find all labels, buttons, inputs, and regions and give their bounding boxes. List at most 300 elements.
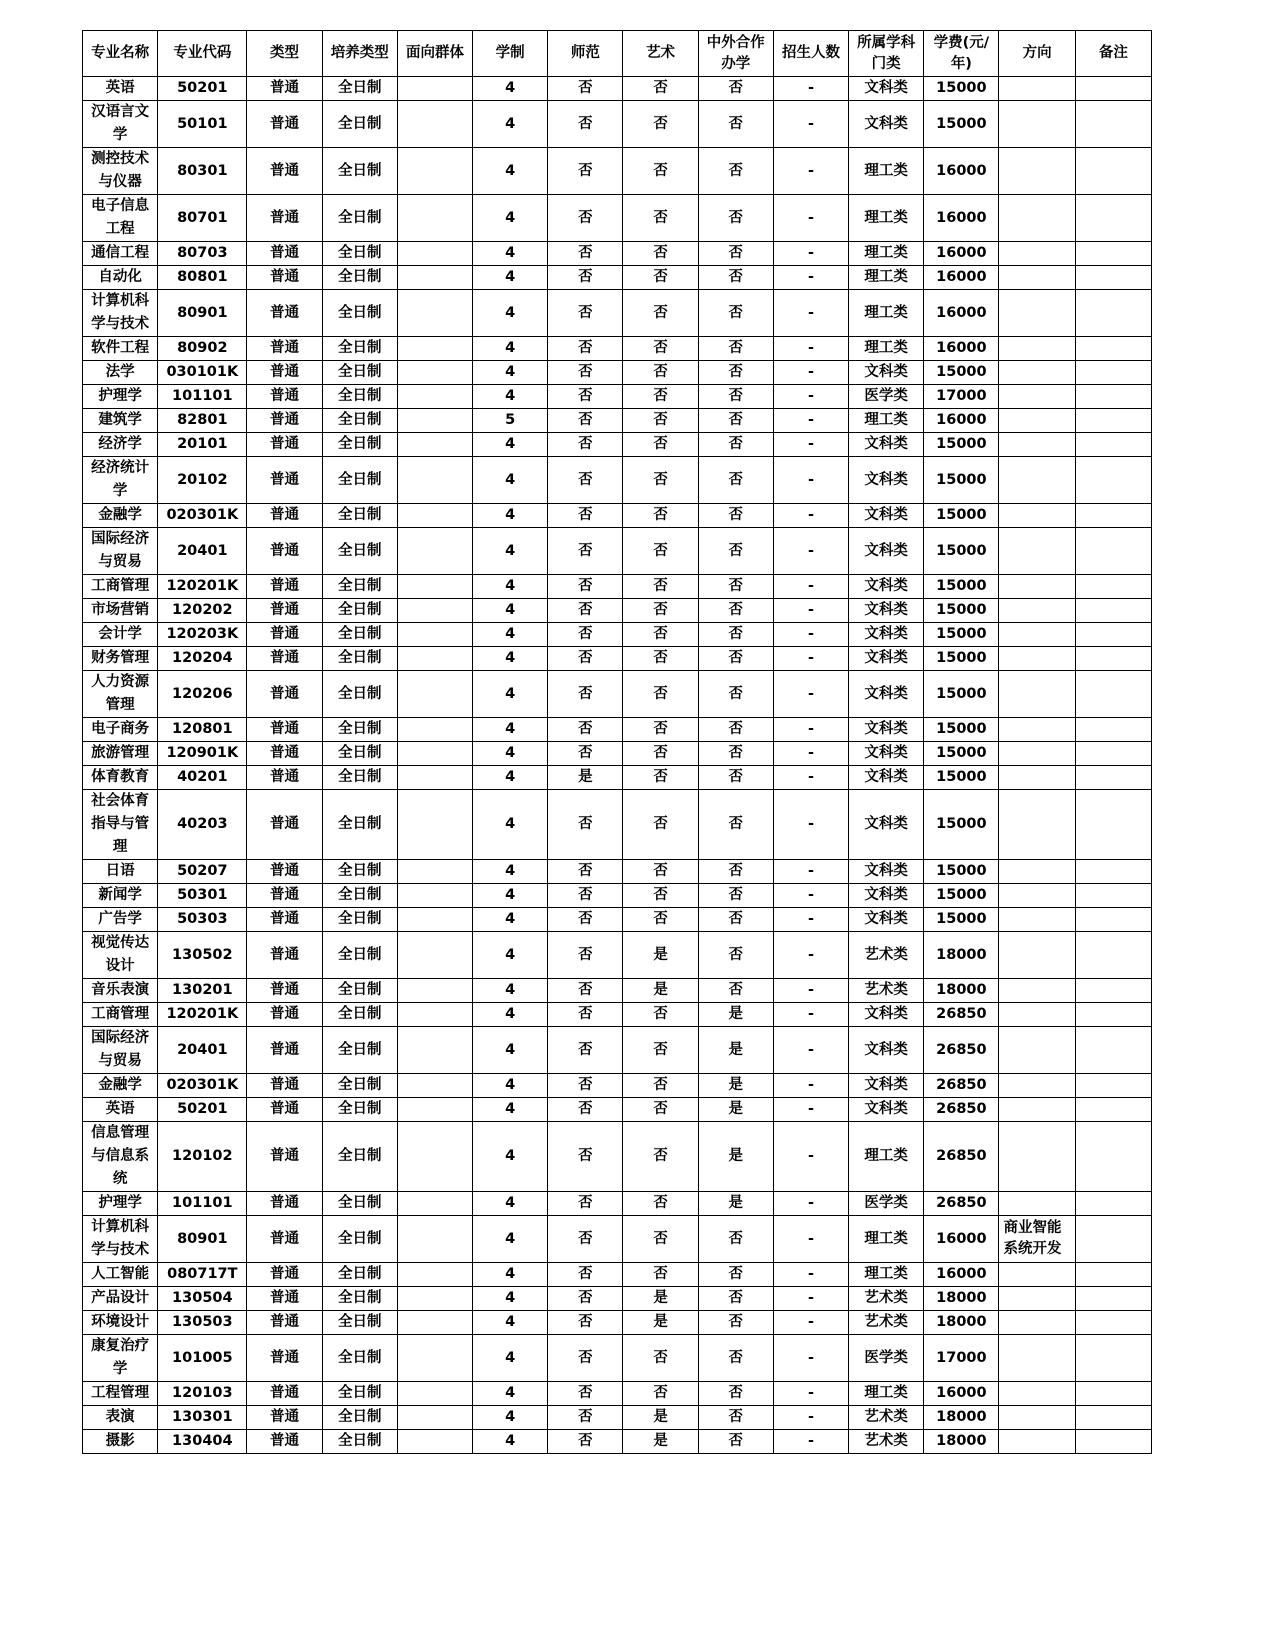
art-cell: 是 [623,932,698,979]
major-name-cell: 通信工程 [83,242,158,266]
duration-cell: 4 [473,860,548,884]
target-group-cell [397,101,472,148]
type-cell: 普通 [247,1287,322,1311]
direction-cell [999,1263,1075,1287]
major-name-cell: 经济统计学 [83,457,158,504]
note-cell [1075,242,1151,266]
note-cell [1075,1192,1151,1216]
major-name-cell: 电子信息工程 [83,195,158,242]
discipline-cell: 理工类 [849,1263,924,1287]
type-cell: 普通 [247,195,322,242]
direction-cell [999,766,1075,790]
tuition-cell: 16000 [924,266,999,290]
col-header-years: 学制 [473,31,548,77]
type-cell: 普通 [247,1430,322,1454]
major-name-cell: 信息管理与信息系统 [83,1122,158,1192]
target-group-cell [397,1074,472,1098]
discipline-cell: 文科类 [849,908,924,932]
target-group-cell [397,195,472,242]
teacher-training-cell: 否 [548,1430,623,1454]
tuition-cell: 15000 [924,718,999,742]
joint-program-cell: 是 [698,1098,773,1122]
note-cell [1075,623,1151,647]
major-code-cell: 120203K [158,623,247,647]
enrollment-cell: - [773,671,848,718]
duration-cell: 4 [473,1122,548,1192]
study-mode-cell: 全日制 [322,409,397,433]
joint-program-cell: 否 [698,148,773,195]
art-cell: 否 [623,1263,698,1287]
duration-cell: 4 [473,1311,548,1335]
col-header-name: 专业名称 [83,31,158,77]
discipline-cell: 文科类 [849,1027,924,1074]
tuition-cell: 15000 [924,884,999,908]
enrollment-cell: - [773,1406,848,1430]
target-group-cell [397,457,472,504]
col-header-teacher: 师范 [548,31,623,77]
direction-cell [999,1382,1075,1406]
art-cell: 否 [623,1027,698,1074]
target-group-cell [397,1287,472,1311]
art-cell: 否 [623,1192,698,1216]
type-cell: 普通 [247,647,322,671]
enrollment-cell: - [773,528,848,575]
art-cell: 是 [623,1311,698,1335]
major-code-cell: 101005 [158,1335,247,1382]
table-row [83,979,1152,1003]
teacher-training-cell: 否 [548,1263,623,1287]
joint-program-cell: 否 [698,718,773,742]
table-row [83,671,1152,718]
duration-cell: 4 [473,1335,548,1382]
type-cell: 普通 [247,1406,322,1430]
target-group-cell [397,1382,472,1406]
major-name-cell: 计算机科学与技术 [83,290,158,337]
type-cell: 普通 [247,1311,322,1335]
note-cell [1075,528,1151,575]
major-name-cell: 工程管理 [83,1382,158,1406]
type-cell: 普通 [247,742,322,766]
direction-cell [999,1192,1075,1216]
note-cell [1075,290,1151,337]
direction-cell [999,599,1075,623]
type-cell: 普通 [247,623,322,647]
major-name-cell: 法学 [83,361,158,385]
note-cell [1075,647,1151,671]
art-cell: 否 [623,433,698,457]
col-header-enroll: 招生人数 [773,31,848,77]
table-row [83,1382,1152,1406]
joint-program-cell: 否 [698,932,773,979]
target-group-cell [397,148,472,195]
teacher-training-cell: 否 [548,1216,623,1263]
enrollment-cell: - [773,77,848,101]
major-code-cell: 80801 [158,266,247,290]
duration-cell: 4 [473,433,548,457]
duration-cell: 4 [473,599,548,623]
table-row [83,1122,1152,1192]
joint-program-cell: 否 [698,979,773,1003]
teacher-training-cell: 否 [548,385,623,409]
teacher-training-cell: 否 [548,623,623,647]
discipline-cell: 艺术类 [849,1430,924,1454]
art-cell: 否 [623,1216,698,1263]
major-name-cell: 人工智能 [83,1263,158,1287]
major-code-cell: 50201 [158,77,247,101]
target-group-cell [397,1216,472,1263]
duration-cell: 4 [473,1406,548,1430]
study-mode-cell: 全日制 [322,337,397,361]
direction-cell [999,860,1075,884]
major-code-cell: 120202 [158,599,247,623]
note-cell [1075,1287,1151,1311]
study-mode-cell: 全日制 [322,1311,397,1335]
tuition-cell: 15000 [924,671,999,718]
major-code-cell: 120103 [158,1382,247,1406]
study-mode-cell: 全日制 [322,1287,397,1311]
major-code-cell: 20401 [158,528,247,575]
col-header-art: 艺术 [623,31,698,77]
study-mode-cell: 全日制 [322,623,397,647]
duration-cell: 4 [473,1192,548,1216]
joint-program-cell: 是 [698,1192,773,1216]
enrollment-cell: - [773,1098,848,1122]
type-cell: 普通 [247,932,322,979]
study-mode-cell: 全日制 [322,1027,397,1074]
target-group-cell [397,1003,472,1027]
joint-program-cell: 否 [698,599,773,623]
discipline-cell: 文科类 [849,790,924,860]
tuition-cell: 15000 [924,860,999,884]
note-cell [1075,433,1151,457]
duration-cell: 4 [473,623,548,647]
direction-cell [999,790,1075,860]
major-name-cell: 环境设计 [83,1311,158,1335]
tuition-cell: 16000 [924,148,999,195]
major-name-cell: 软件工程 [83,337,158,361]
duration-cell: 4 [473,1263,548,1287]
enrollment-cell: - [773,1216,848,1263]
duration-cell: 4 [473,575,548,599]
major-code-cell: 101101 [158,385,247,409]
major-code-cell: 50201 [158,1098,247,1122]
duration-cell: 4 [473,195,548,242]
art-cell: 否 [623,148,698,195]
teacher-training-cell: 否 [548,101,623,148]
major-name-cell: 经济学 [83,433,158,457]
table-row [83,266,1152,290]
major-name-cell: 国际经济与贸易 [83,528,158,575]
enrollment-cell: - [773,337,848,361]
target-group-cell [397,1098,472,1122]
major-code-cell: 80902 [158,337,247,361]
duration-cell: 4 [473,718,548,742]
direction-cell [999,195,1075,242]
direction-cell [999,433,1075,457]
joint-program-cell: 否 [698,1287,773,1311]
major-name-cell: 新闻学 [83,884,158,908]
enrollment-cell: - [773,979,848,1003]
art-cell: 否 [623,790,698,860]
type-cell: 普通 [247,671,322,718]
type-cell: 普通 [247,385,322,409]
target-group-cell [397,77,472,101]
joint-program-cell: 否 [698,1430,773,1454]
note-cell [1075,337,1151,361]
joint-program-cell: 否 [698,77,773,101]
major-name-cell: 表演 [83,1406,158,1430]
major-name-cell: 测控技术与仪器 [83,148,158,195]
art-cell: 否 [623,1335,698,1382]
major-code-cell: 020301K [158,1074,247,1098]
direction-cell [999,671,1075,718]
discipline-cell: 文科类 [849,528,924,575]
study-mode-cell: 全日制 [322,884,397,908]
major-code-cell: 130201 [158,979,247,1003]
teacher-training-cell: 否 [548,860,623,884]
target-group-cell [397,884,472,908]
tuition-cell: 15000 [924,908,999,932]
major-name-cell: 产品设计 [83,1287,158,1311]
table-row [83,361,1152,385]
direction-cell [999,504,1075,528]
study-mode-cell: 全日制 [322,766,397,790]
teacher-training-cell: 否 [548,433,623,457]
enrollment-cell: - [773,647,848,671]
target-group-cell [397,1192,472,1216]
major-name-cell: 护理学 [83,1192,158,1216]
teacher-training-cell: 否 [548,1406,623,1430]
direction-cell [999,1311,1075,1335]
study-mode-cell: 全日制 [322,647,397,671]
table-row [83,1430,1152,1454]
duration-cell: 4 [473,790,548,860]
major-code-cell: 50207 [158,860,247,884]
direction-cell [999,575,1075,599]
enrollment-cell: - [773,1263,848,1287]
art-cell: 否 [623,575,698,599]
note-cell [1075,77,1151,101]
major-code-cell: 80301 [158,148,247,195]
major-name-cell: 摄影 [83,1430,158,1454]
duration-cell: 4 [473,242,548,266]
art-cell: 否 [623,409,698,433]
type-cell: 普通 [247,860,322,884]
study-mode-cell: 全日制 [322,575,397,599]
discipline-cell: 文科类 [849,433,924,457]
study-mode-cell: 全日制 [322,433,397,457]
table-row [83,242,1152,266]
tuition-cell: 15000 [924,101,999,148]
table-row [83,528,1152,575]
teacher-training-cell: 否 [548,337,623,361]
joint-program-cell: 否 [698,290,773,337]
teacher-training-cell: 否 [548,195,623,242]
teacher-training-cell: 否 [548,1192,623,1216]
major-code-cell: 20401 [158,1027,247,1074]
study-mode-cell: 全日制 [322,385,397,409]
joint-program-cell: 否 [698,504,773,528]
enrollment-cell: - [773,195,848,242]
discipline-cell: 理工类 [849,266,924,290]
direction-cell [999,361,1075,385]
major-code-cell: 130301 [158,1406,247,1430]
tuition-cell: 16000 [924,337,999,361]
target-group-cell [397,718,472,742]
joint-program-cell: 否 [698,1311,773,1335]
discipline-cell: 理工类 [849,242,924,266]
art-cell: 否 [623,242,698,266]
enrollment-cell: - [773,504,848,528]
tuition-cell: 26850 [924,1098,999,1122]
major-code-cell: 80703 [158,242,247,266]
note-cell [1075,361,1151,385]
discipline-cell: 理工类 [849,1216,924,1263]
study-mode-cell: 全日制 [322,1003,397,1027]
tuition-cell: 15000 [924,790,999,860]
art-cell: 否 [623,457,698,504]
major-code-cell: 120801 [158,718,247,742]
discipline-cell: 文科类 [849,623,924,647]
joint-program-cell: 否 [698,1406,773,1430]
duration-cell: 4 [473,385,548,409]
major-code-cell: 40203 [158,790,247,860]
discipline-cell: 文科类 [849,77,924,101]
discipline-cell: 艺术类 [849,1287,924,1311]
discipline-cell: 文科类 [849,1098,924,1122]
joint-program-cell: 否 [698,908,773,932]
joint-program-cell: 否 [698,337,773,361]
tuition-cell: 26850 [924,1003,999,1027]
teacher-training-cell: 否 [548,575,623,599]
type-cell: 普通 [247,1122,322,1192]
target-group-cell [397,766,472,790]
teacher-training-cell: 否 [548,361,623,385]
enrollment-cell: - [773,1122,848,1192]
duration-cell: 4 [473,932,548,979]
direction-cell [999,1406,1075,1430]
target-group-cell [397,647,472,671]
note-cell [1075,266,1151,290]
art-cell: 否 [623,361,698,385]
study-mode-cell: 全日制 [322,528,397,575]
enrollment-cell: - [773,290,848,337]
duration-cell: 4 [473,979,548,1003]
target-group-cell [397,337,472,361]
target-group-cell [397,385,472,409]
teacher-training-cell: 否 [548,1122,623,1192]
art-cell: 否 [623,504,698,528]
major-name-cell: 建筑学 [83,409,158,433]
type-cell: 普通 [247,766,322,790]
type-cell: 普通 [247,504,322,528]
type-cell: 普通 [247,908,322,932]
direction-cell [999,1335,1075,1382]
study-mode-cell: 全日制 [322,101,397,148]
major-code-cell: 80701 [158,195,247,242]
table-row [83,1406,1152,1430]
enrollment-cell: - [773,623,848,647]
study-mode-cell: 全日制 [322,1122,397,1192]
teacher-training-cell: 否 [548,1287,623,1311]
joint-program-cell: 否 [698,575,773,599]
art-cell: 否 [623,647,698,671]
table-row [83,575,1152,599]
major-name-cell: 汉语言文学 [83,101,158,148]
art-cell: 否 [623,1003,698,1027]
enrollment-cell: - [773,242,848,266]
target-group-cell [397,290,472,337]
enrollment-cell: - [773,742,848,766]
col-header-note: 备注 [1075,31,1151,77]
type-cell: 普通 [247,528,322,575]
major-name-cell: 广告学 [83,908,158,932]
note-cell [1075,1406,1151,1430]
enrollment-cell: - [773,908,848,932]
table-row [83,101,1152,148]
col-header-group: 面向群体 [397,31,472,77]
type-cell: 普通 [247,1216,322,1263]
duration-cell: 4 [473,266,548,290]
major-code-cell: 40201 [158,766,247,790]
discipline-cell: 医学类 [849,1192,924,1216]
major-code-cell: 101101 [158,1192,247,1216]
direction-cell [999,884,1075,908]
direction-cell [999,623,1075,647]
target-group-cell [397,623,472,647]
teacher-training-cell: 否 [548,528,623,575]
target-group-cell [397,266,472,290]
direction-cell [999,1074,1075,1098]
discipline-cell: 艺术类 [849,979,924,1003]
direction-cell [999,101,1075,148]
type-cell: 普通 [247,1027,322,1074]
art-cell: 否 [623,528,698,575]
major-name-cell: 社会体育指导与管理 [83,790,158,860]
joint-program-cell: 否 [698,1263,773,1287]
art-cell: 否 [623,1098,698,1122]
discipline-cell: 艺术类 [849,1311,924,1335]
tuition-cell: 15000 [924,361,999,385]
type-cell: 普通 [247,790,322,860]
teacher-training-cell: 否 [548,742,623,766]
art-cell: 否 [623,290,698,337]
tuition-cell: 15000 [924,599,999,623]
major-code-cell: 120201K [158,575,247,599]
duration-cell: 5 [473,409,548,433]
tuition-cell: 15000 [924,575,999,599]
joint-program-cell: 否 [698,884,773,908]
table-row [83,409,1152,433]
discipline-cell: 文科类 [849,599,924,623]
major-code-cell: 120102 [158,1122,247,1192]
direction-cell [999,77,1075,101]
type-cell: 普通 [247,1382,322,1406]
major-name-cell: 金融学 [83,1074,158,1098]
study-mode-cell: 全日制 [322,599,397,623]
duration-cell: 4 [473,742,548,766]
table-row [83,1074,1152,1098]
major-name-cell: 体育教育 [83,766,158,790]
enrollment-cell: - [773,860,848,884]
target-group-cell [397,1027,472,1074]
note-cell [1075,932,1151,979]
duration-cell: 4 [473,457,548,504]
major-code-cell: 030101K [158,361,247,385]
duration-cell: 4 [473,766,548,790]
tuition-cell: 15000 [924,623,999,647]
target-group-cell [397,979,472,1003]
